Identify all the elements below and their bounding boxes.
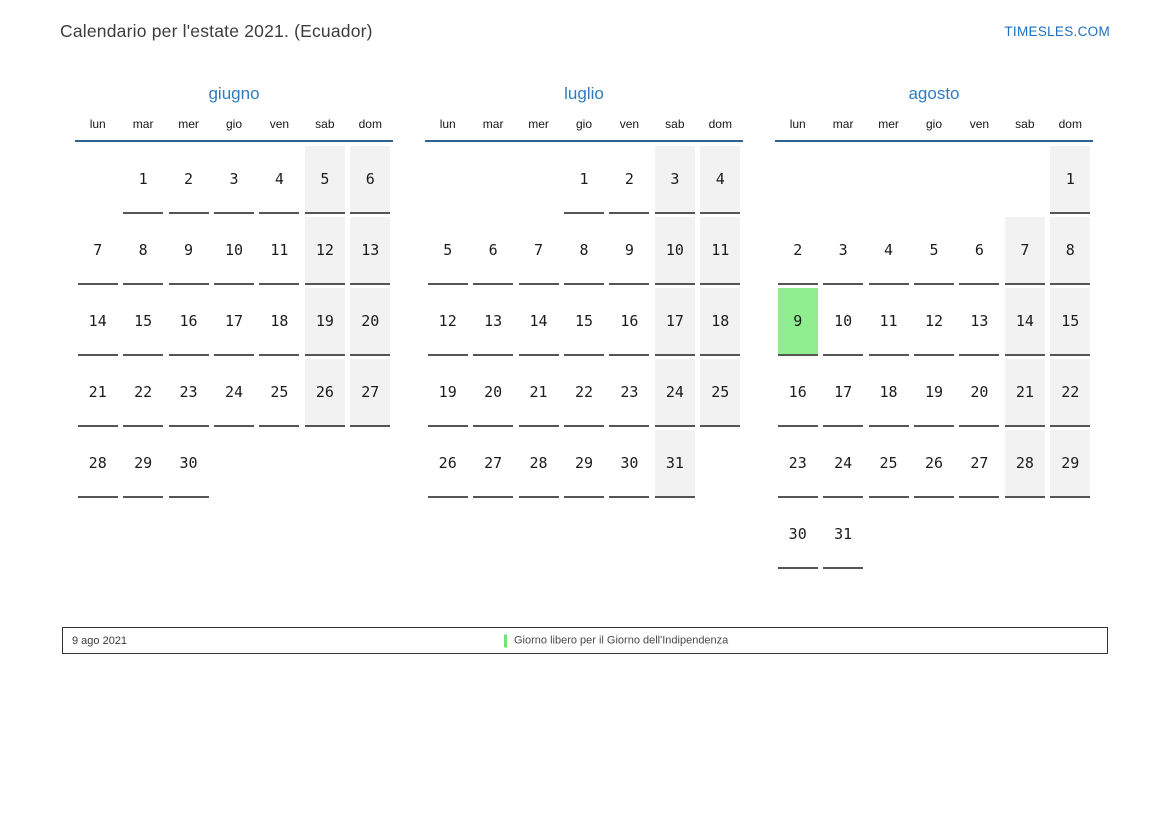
- empty-cell: [1005, 501, 1045, 569]
- day-cell-luglio-18: 18: [700, 288, 740, 356]
- day-cell-giugno-14: 14: [78, 288, 118, 356]
- weekday-label-gio: gio: [575, 117, 592, 132]
- weekday-label-sab: sab: [315, 117, 335, 132]
- month-calendar-luglio: [425, 84, 743, 572]
- empty-cell: [1005, 146, 1045, 214]
- day-cell-giugno-5: 5: [305, 146, 345, 214]
- weekday-label-mar: mar: [832, 117, 854, 132]
- weekday-label-dom: dom: [708, 117, 732, 132]
- day-cell-luglio-23: 23: [609, 359, 649, 427]
- empty-cell: [700, 430, 740, 498]
- weekday-label-dom: dom: [1058, 117, 1082, 132]
- day-cell-giugno-7: 7: [78, 217, 118, 285]
- page-title: Calendario per l'estate 2021. (Ecuador): [60, 21, 373, 41]
- weeks-grid: [425, 142, 743, 501]
- day-cell-agosto-21: 21: [1005, 359, 1045, 427]
- day-cell-luglio-6: 6: [473, 217, 513, 285]
- day-cell-luglio-29: 29: [564, 430, 604, 498]
- weekday-header-row: [425, 117, 743, 142]
- day-cell-agosto-28: 28: [1005, 430, 1045, 498]
- day-cell-giugno-3: 3: [214, 146, 254, 214]
- day-cell-luglio-25: 25: [700, 359, 740, 427]
- empty-cell: [78, 146, 118, 214]
- day-cell-agosto-26: 26: [914, 430, 954, 498]
- day-cell-luglio-20: 20: [473, 359, 513, 427]
- week-row: [775, 359, 1093, 430]
- day-cell-luglio-10: 10: [655, 217, 695, 285]
- week-row: [425, 430, 743, 501]
- week-row: [75, 288, 393, 359]
- day-cell-giugno-21: 21: [78, 359, 118, 427]
- weeks-grid: [75, 142, 393, 501]
- legend-label: Giorno libero per il Giorno dell'Indipendenza: [514, 634, 729, 647]
- empty-cell: [1050, 501, 1090, 569]
- day-cell-agosto-29: 29: [1050, 430, 1090, 498]
- empty-cell: [914, 501, 954, 569]
- day-cell-luglio-24: 24: [655, 359, 695, 427]
- week-row: [425, 146, 743, 217]
- day-cell-giugno-19: 19: [305, 288, 345, 356]
- week-row: [75, 146, 393, 217]
- day-cell-agosto-10: 10: [823, 288, 863, 356]
- weekday-label-mar: mar: [482, 117, 504, 132]
- day-cell-agosto-23: 23: [778, 430, 818, 498]
- weekday-label-mer: mer: [528, 117, 549, 132]
- day-cell-giugno-27: 27: [350, 359, 390, 427]
- day-cell-luglio-11: 11: [700, 217, 740, 285]
- day-cell-agosto-27: 27: [959, 430, 999, 498]
- day-cell-luglio-3: 3: [655, 146, 695, 214]
- day-cell-luglio-12: 12: [428, 288, 468, 356]
- day-cell-agosto-2: 2: [778, 217, 818, 285]
- brand-link[interactable]: TIMESLES.COM: [1004, 24, 1110, 39]
- day-cell-giugno-11: 11: [259, 217, 299, 285]
- weekday-header-row: [775, 117, 1093, 142]
- day-cell-agosto-31: 31: [823, 501, 863, 569]
- day-cell-luglio-2: 2: [609, 146, 649, 214]
- week-row: [75, 430, 393, 501]
- weekday-label-mer: mer: [178, 117, 199, 132]
- week-row: [775, 217, 1093, 288]
- weekday-label-sab: sab: [665, 117, 685, 132]
- day-cell-giugno-17: 17: [214, 288, 254, 356]
- month-calendar-agosto: [775, 84, 1093, 572]
- day-cell-agosto-25: 25: [869, 430, 909, 498]
- day-cell-giugno-25: 25: [259, 359, 299, 427]
- day-cell-giugno-23: 23: [169, 359, 209, 427]
- week-row: [425, 217, 743, 288]
- weekday-label-lun: lun: [789, 117, 806, 132]
- month-title-luglio: luglio: [564, 84, 604, 103]
- day-cell-luglio-4: 4: [700, 146, 740, 214]
- day-cell-luglio-16: 16: [609, 288, 649, 356]
- week-row: [75, 217, 393, 288]
- weekday-label-ven: ven: [969, 117, 990, 132]
- day-cell-giugno-12: 12: [305, 217, 345, 285]
- legend-date: 9 ago 2021: [72, 634, 128, 647]
- week-row: [775, 430, 1093, 501]
- day-cell-agosto-7: 7: [1005, 217, 1045, 285]
- day-cell-agosto-14: 14: [1005, 288, 1045, 356]
- day-cell-agosto-17: 17: [823, 359, 863, 427]
- day-cell-agosto-9: 9: [778, 288, 818, 356]
- day-cell-agosto-15: 15: [1050, 288, 1090, 356]
- day-cell-giugno-10: 10: [214, 217, 254, 285]
- day-cell-giugno-8: 8: [123, 217, 163, 285]
- weekday-label-ven: ven: [269, 117, 290, 132]
- day-cell-giugno-30: 30: [169, 430, 209, 498]
- month-title-agosto: agosto: [908, 84, 960, 103]
- weekday-header-row: [75, 117, 393, 142]
- empty-cell: [914, 146, 954, 214]
- empty-cell: [305, 430, 345, 498]
- day-cell-agosto-6: 6: [959, 217, 999, 285]
- day-cell-giugno-1: 1: [123, 146, 163, 214]
- day-cell-giugno-15: 15: [123, 288, 163, 356]
- empty-cell: [959, 146, 999, 214]
- day-cell-giugno-28: 28: [78, 430, 118, 498]
- day-cell-giugno-6: 6: [350, 146, 390, 214]
- day-cell-luglio-27: 27: [473, 430, 513, 498]
- day-cell-agosto-18: 18: [869, 359, 909, 427]
- week-row: [425, 359, 743, 430]
- empty-cell: [519, 146, 559, 214]
- day-cell-agosto-24: 24: [823, 430, 863, 498]
- day-cell-luglio-31: 31: [655, 430, 695, 498]
- empty-cell: [959, 501, 999, 569]
- day-cell-giugno-4: 4: [259, 146, 299, 214]
- day-cell-luglio-21: 21: [519, 359, 559, 427]
- day-cell-luglio-14: 14: [519, 288, 559, 356]
- day-cell-giugno-29: 29: [123, 430, 163, 498]
- legend-box: [62, 627, 1108, 654]
- day-cell-agosto-22: 22: [1050, 359, 1090, 427]
- empty-cell: [473, 146, 513, 214]
- day-cell-giugno-24: 24: [214, 359, 254, 427]
- day-cell-giugno-20: 20: [350, 288, 390, 356]
- day-cell-luglio-22: 22: [564, 359, 604, 427]
- week-row: [425, 288, 743, 359]
- weekday-label-gio: gio: [225, 117, 242, 132]
- day-cell-giugno-16: 16: [169, 288, 209, 356]
- weekday-label-gio: gio: [925, 117, 942, 132]
- weekday-label-dom: dom: [358, 117, 382, 132]
- day-cell-agosto-5: 5: [914, 217, 954, 285]
- week-row: [775, 146, 1093, 217]
- day-cell-luglio-26: 26: [428, 430, 468, 498]
- weekday-label-mar: mar: [132, 117, 154, 132]
- empty-cell: [823, 146, 863, 214]
- day-cell-giugno-9: 9: [169, 217, 209, 285]
- weekday-label-ven: ven: [619, 117, 640, 132]
- day-cell-agosto-1: 1: [1050, 146, 1090, 214]
- weekday-label-lun: lun: [89, 117, 106, 132]
- week-row: [75, 359, 393, 430]
- day-cell-luglio-28: 28: [519, 430, 559, 498]
- month-title-giugno: giugno: [208, 84, 260, 103]
- day-cell-luglio-9: 9: [609, 217, 649, 285]
- empty-cell: [350, 430, 390, 498]
- day-cell-luglio-19: 19: [428, 359, 468, 427]
- weeks-grid: [775, 142, 1093, 572]
- weekday-label-sab: sab: [1015, 117, 1035, 132]
- empty-cell: [214, 430, 254, 498]
- day-cell-luglio-8: 8: [564, 217, 604, 285]
- day-cell-luglio-7: 7: [519, 217, 559, 285]
- empty-cell: [259, 430, 299, 498]
- day-cell-luglio-15: 15: [564, 288, 604, 356]
- calendars: [75, 84, 1093, 572]
- day-cell-agosto-20: 20: [959, 359, 999, 427]
- week-row: [775, 288, 1093, 359]
- empty-cell: [869, 146, 909, 214]
- day-cell-agosto-11: 11: [869, 288, 909, 356]
- day-cell-giugno-22: 22: [123, 359, 163, 427]
- empty-cell: [428, 146, 468, 214]
- weekday-label-mer: mer: [878, 117, 899, 132]
- empty-cell: [778, 146, 818, 214]
- day-cell-luglio-1: 1: [564, 146, 604, 214]
- day-cell-agosto-19: 19: [914, 359, 954, 427]
- day-cell-giugno-2: 2: [169, 146, 209, 214]
- day-cell-giugno-18: 18: [259, 288, 299, 356]
- day-cell-luglio-17: 17: [655, 288, 695, 356]
- day-cell-agosto-8: 8: [1050, 217, 1090, 285]
- empty-cell: [869, 501, 909, 569]
- weekday-label-lun: lun: [439, 117, 456, 132]
- day-cell-agosto-3: 3: [823, 217, 863, 285]
- day-cell-luglio-30: 30: [609, 430, 649, 498]
- week-row: [775, 501, 1093, 572]
- month-calendar-giugno: [75, 84, 393, 572]
- legend-item: [504, 634, 728, 647]
- day-cell-agosto-12: 12: [914, 288, 954, 356]
- day-cell-luglio-5: 5: [428, 217, 468, 285]
- day-cell-giugno-13: 13: [350, 217, 390, 285]
- holiday-marker-icon: [504, 634, 507, 647]
- day-cell-agosto-4: 4: [869, 217, 909, 285]
- day-cell-luglio-13: 13: [473, 288, 513, 356]
- day-cell-agosto-16: 16: [778, 359, 818, 427]
- day-cell-giugno-26: 26: [305, 359, 345, 427]
- day-cell-agosto-13: 13: [959, 288, 999, 356]
- day-cell-agosto-30: 30: [778, 501, 818, 569]
